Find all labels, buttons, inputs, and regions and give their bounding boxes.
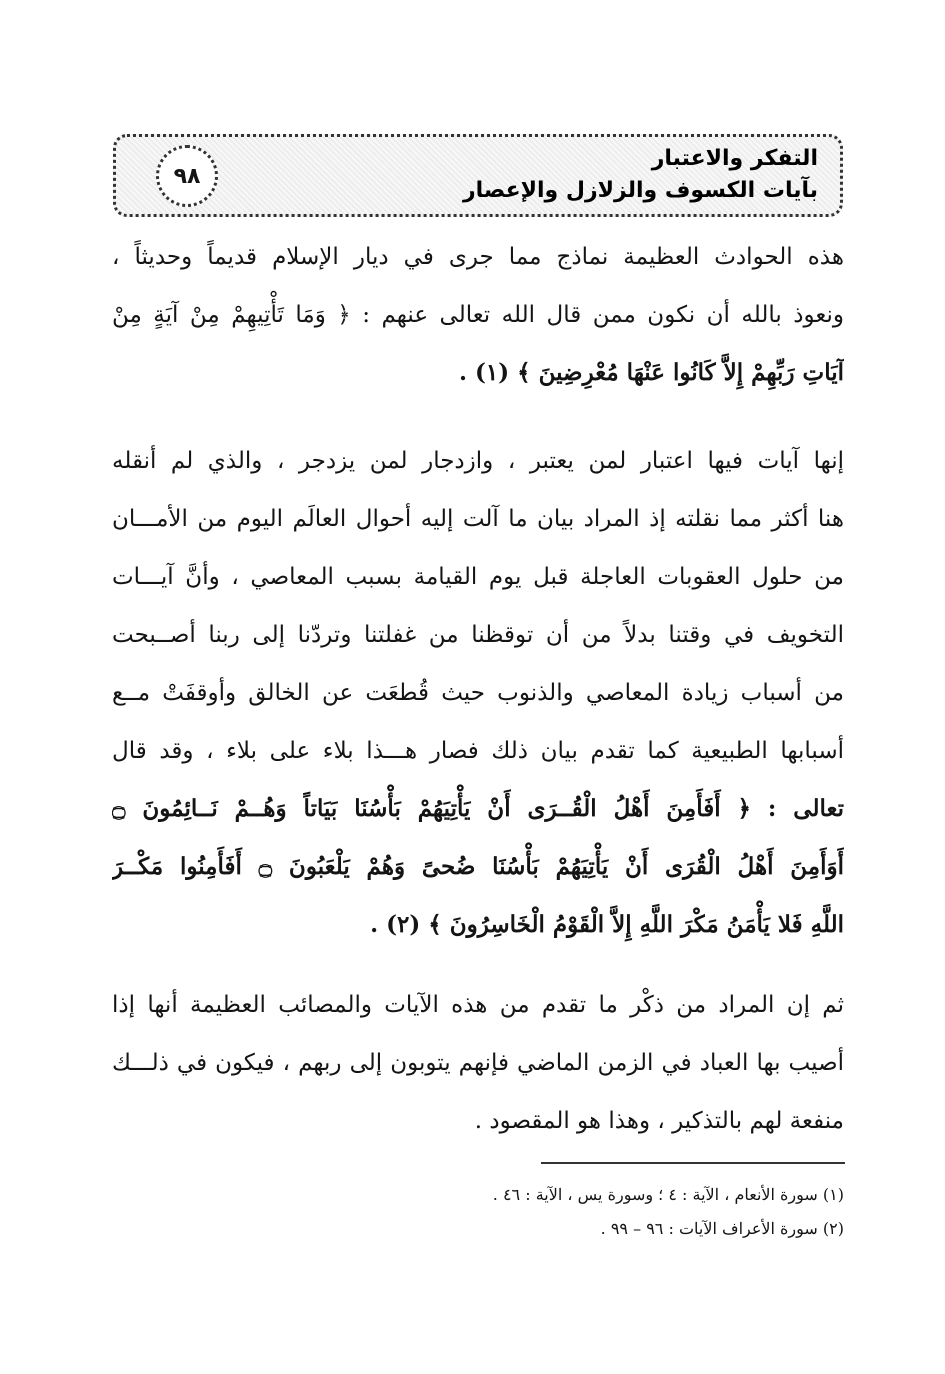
footnote-1: (١) سورة الأنعام ، الآية : ٤ ؛ وسورة يس ، الآية : ٤٦ . [492, 1185, 844, 1204]
text-line: تعالى : ﴿ أَفَأَمِنَ أَهْلُ الْقُــرَى أَنْ يَأْتِيَهُمْ بَأْسُنَا بَيَاتاً وَهُــمْ نَــائِمُونَ ۝ [112, 795, 844, 822]
footnotes [112, 1178, 844, 1246]
book-subtitle: بآيات الكسوف والزلازل والإعصار [463, 178, 818, 203]
paragraph-gap [112, 402, 844, 432]
text-line: من أسباب زيادة المعاصي والذنوب حيث قُطعَت عن الخالق وأوقفَتْ مــع [112, 680, 844, 706]
text-line: ونعوذ بالله أن نكون ممن قال الله تعالى عنهم : ﴿ وَمَا تَأْتِيهِمْ مِنْ آيَةٍ مِنْ [112, 302, 844, 328]
paragraph-2 [112, 432, 844, 954]
header-titles [463, 143, 818, 207]
text-line: ثم إن المراد من ذكْر ما تقدم من هذه الآيات والمصائب العظيمة أنها إذا [112, 992, 844, 1018]
text-line: هنا أكثر مما نقلته إذ المراد بيان ما آلت إليه أحوال العالَم اليوم من الأمـــان [112, 506, 844, 532]
book-title: التفكر والاعتبار [651, 146, 818, 171]
text-line: منفعة لهم بالتذكير ، وهذا هو المقصود . [474, 1108, 844, 1134]
footnote-divider [541, 1162, 845, 1164]
text-line: من حلول العقوبات العاجلة قبل يوم القيامة بسبب المعاصي ، وأنَّ آيـــات [112, 564, 844, 590]
paragraph-gap [112, 954, 844, 976]
page-number: ٩٨ [156, 145, 218, 207]
text-line: أصيب بها العباد في الزمن الماضي فإنهم يتوبون إلى ربهم ، فيكون في ذلـــك [112, 1050, 844, 1076]
main-text [112, 228, 844, 1150]
text-line: التخويف في وقتنا بدلاً من أن توقظنا من غفلتنا وتردّنا إلى ربنا أصــبحت [112, 622, 844, 648]
footnote-2: (٢) سورة الأعراف الآيات : ٩٦ – ٩٩ . [600, 1219, 844, 1238]
text-line: إنها آيات فيها اعتبار لمن يعتبر ، وازدجار لمن يزدجر ، والذي لم أنقله [112, 448, 844, 474]
text-line: هذه الحوادث العظيمة نماذج مما جرى في ديار الإسلام قديماً وحديثاً ، [112, 244, 844, 270]
text-line: أَوَأَمِنَ أَهْلُ الْقُرَى أَنْ يَأْتِيَهُمْ بَأْسُنَا ضُحىً وَهُمْ يَلْعَبُونَ ۝ أَفَأَمِنُوا مَكْــرَ [112, 853, 844, 880]
paragraph-3 [112, 976, 844, 1150]
text-line: أسبابها الطبيعية كما تقدم بيان ذلك فصار هـــذا بلاء على بلاء ، وقد قال [112, 738, 844, 764]
page-header [113, 134, 843, 217]
text-line: اللَّهِ فَلا يَأْمَنُ مَكْرَ اللَّهِ إِلاَّ الْقَوْمُ الْخَاسِرُونَ ﴾ (٢) . [370, 911, 844, 938]
paragraph-1 [112, 228, 844, 402]
text-line: آيَاتِ رَبِّهِمْ إِلاَّ كَانُوا عَنْهَا مُعْرِضِينَ ﴾ (١) . [458, 359, 844, 386]
